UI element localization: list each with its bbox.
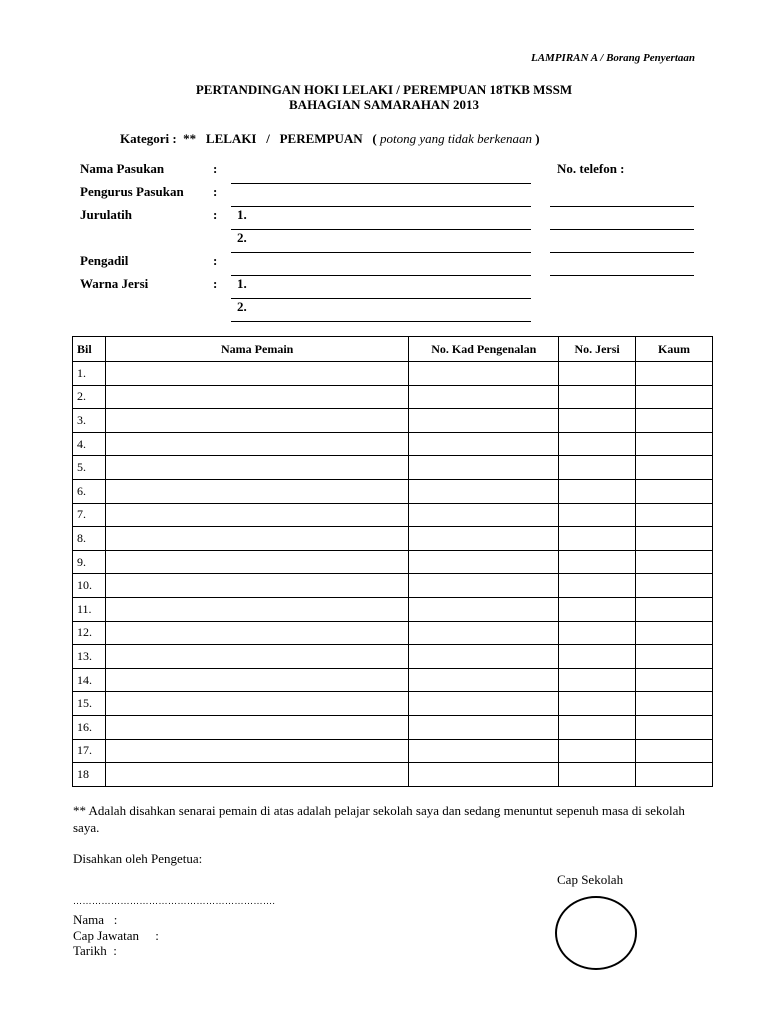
- disahkan-label: Disahkan oleh Pengetua:: [73, 851, 203, 866]
- kaum-cell[interactable]: [636, 503, 713, 527]
- row-bil: 5.: [73, 456, 106, 480]
- table-row: [73, 692, 713, 716]
- pengadil-line[interactable]: [231, 275, 531, 276]
- table-row: [73, 574, 713, 598]
- nama-pemain-cell[interactable]: [105, 645, 408, 669]
- colon: :: [213, 161, 218, 176]
- kad-pengenalan-cell[interactable]: [409, 715, 559, 739]
- nama-pemain-cell[interactable]: [105, 385, 408, 409]
- jurulatih-1-line[interactable]: [231, 229, 531, 230]
- telefon-line-1[interactable]: [550, 206, 694, 207]
- kad-pengenalan-cell[interactable]: [409, 456, 559, 480]
- kaum-cell[interactable]: [636, 597, 713, 621]
- header-nama-pemain: Nama Pemain: [105, 337, 408, 362]
- no-jersi-cell[interactable]: [559, 456, 636, 480]
- certification-note: ** Adalah disahkan senarai pemain di atas adalah pelajar sekolah saya dan sedang menuntut sepenuh masa di sekolah saya.: [73, 803, 685, 835]
- pengurus-pasukan-label: Pengurus Pasukan: [80, 184, 184, 199]
- kad-pengenalan-cell[interactable]: [409, 550, 559, 574]
- kad-pengenalan-cell[interactable]: [409, 668, 559, 692]
- row-bil: 11.: [73, 597, 106, 621]
- nama-pemain-cell[interactable]: [105, 432, 408, 456]
- kad-pengenalan-cell[interactable]: [409, 621, 559, 645]
- telefon-line-4[interactable]: [550, 275, 694, 276]
- nama-pemain-cell[interactable]: [105, 574, 408, 598]
- tarikh-label: Tarikh :: [73, 943, 117, 958]
- table-row: [73, 409, 713, 433]
- row-bil: 1.: [73, 362, 106, 386]
- row-bil: 4.: [73, 432, 106, 456]
- nama-pemain-cell[interactable]: [105, 527, 408, 551]
- kaum-cell[interactable]: [636, 668, 713, 692]
- no-jersi-cell[interactable]: [559, 409, 636, 433]
- nama-pemain-cell[interactable]: [105, 739, 408, 763]
- no-jersi-cell[interactable]: [559, 763, 636, 787]
- no-jersi-cell[interactable]: [559, 692, 636, 716]
- jurulatih-2-line[interactable]: [231, 252, 531, 253]
- school-stamp-circle: [555, 896, 637, 970]
- table-row: [73, 597, 713, 621]
- no-jersi-cell[interactable]: [559, 550, 636, 574]
- kad-pengenalan-cell[interactable]: [409, 763, 559, 787]
- kaum-cell[interactable]: [636, 692, 713, 716]
- kad-pengenalan-cell[interactable]: [409, 739, 559, 763]
- jurulatih-2-number: 2.: [237, 230, 247, 245]
- row-bil: 14.: [73, 668, 106, 692]
- kad-pengenalan-cell[interactable]: [409, 479, 559, 503]
- kad-pengenalan-cell[interactable]: [409, 385, 559, 409]
- table-row: [73, 362, 713, 386]
- kategori-label: Kategori : ** LELAKI / PEREMPUAN (: [120, 131, 380, 146]
- row-bil: 2.: [73, 385, 106, 409]
- table-header-row: [73, 337, 713, 362]
- no-jersi-cell[interactable]: [559, 432, 636, 456]
- kaum-cell[interactable]: [636, 550, 713, 574]
- no-jersi-cell[interactable]: [559, 574, 636, 598]
- nama-pemain-cell[interactable]: [105, 503, 408, 527]
- header-bil: Bil: [73, 337, 106, 362]
- table-row: [73, 456, 713, 480]
- kaum-cell[interactable]: [636, 409, 713, 433]
- row-bil: 18: [73, 763, 106, 787]
- telefon-label: No. telefon :: [557, 161, 625, 176]
- table-row: [73, 715, 713, 739]
- player-table: [72, 336, 713, 787]
- row-bil: 17.: [73, 739, 106, 763]
- colon: :: [213, 253, 218, 268]
- signature-dots: ……………………………………………………….: [73, 896, 276, 906]
- kaum-cell[interactable]: [636, 385, 713, 409]
- warna-jersi-1-number: 1.: [237, 276, 247, 291]
- telefon-line-3[interactable]: [550, 252, 694, 253]
- pengadil-label: Pengadil: [80, 253, 129, 268]
- nama-pemain-cell[interactable]: [105, 668, 408, 692]
- kad-pengenalan-cell[interactable]: [409, 692, 559, 716]
- kategori-note: potong yang tidak berkenaan: [379, 131, 532, 146]
- table-row: [73, 479, 713, 503]
- kaum-cell[interactable]: [636, 763, 713, 787]
- kaum-cell[interactable]: [636, 432, 713, 456]
- header-kaum: Kaum: [636, 337, 713, 362]
- no-jersi-cell[interactable]: [559, 645, 636, 669]
- pengurus-pasukan-line[interactable]: [231, 206, 531, 207]
- no-jersi-cell[interactable]: [559, 479, 636, 503]
- nama-pemain-cell[interactable]: [105, 479, 408, 503]
- row-bil: 12.: [73, 621, 106, 645]
- table-row: [73, 503, 713, 527]
- header-no-jersi: No. Jersi: [559, 337, 636, 362]
- kaum-cell[interactable]: [636, 739, 713, 763]
- kaum-cell[interactable]: [636, 479, 713, 503]
- nama-label: Nama :: [73, 912, 118, 927]
- nama-pemain-cell[interactable]: [105, 409, 408, 433]
- kad-pengenalan-cell[interactable]: [409, 503, 559, 527]
- table-row: [73, 621, 713, 645]
- colon: :: [213, 276, 218, 291]
- nama-pemain-cell[interactable]: [105, 597, 408, 621]
- kaum-cell[interactable]: [636, 621, 713, 645]
- telefon-line-2[interactable]: [550, 229, 694, 230]
- kad-pengenalan-cell[interactable]: [409, 362, 559, 386]
- table-row: [73, 432, 713, 456]
- cap-jawatan-label: Cap Jawatan :: [73, 928, 159, 943]
- kad-pengenalan-cell[interactable]: [409, 432, 559, 456]
- kaum-cell[interactable]: [636, 362, 713, 386]
- table-row: [73, 645, 713, 669]
- kaum-cell[interactable]: [636, 456, 713, 480]
- kad-pengenalan-cell[interactable]: [409, 597, 559, 621]
- header-kad-pengenalan: No. Kad Pengenalan: [409, 337, 559, 362]
- no-jersi-cell[interactable]: [559, 668, 636, 692]
- nama-pasukan-line[interactable]: [231, 183, 531, 184]
- form-title: PERTANDINGAN HOKI LELAKI / PEREMPUAN 18TKB MSSM: [195, 82, 573, 97]
- row-bil: 10.: [73, 574, 106, 598]
- table-row: [73, 763, 713, 787]
- colon: :: [213, 207, 218, 222]
- nama-pemain-cell[interactable]: [105, 362, 408, 386]
- nama-pemain-cell[interactable]: [105, 456, 408, 480]
- kategori-close: ): [531, 131, 540, 146]
- row-bil: 15.: [73, 692, 106, 716]
- kaum-cell[interactable]: [636, 645, 713, 669]
- row-bil: 6.: [73, 479, 106, 503]
- nama-pasukan-label: Nama Pasukan: [80, 161, 165, 176]
- no-jersi-cell[interactable]: [559, 385, 636, 409]
- no-jersi-cell[interactable]: [559, 503, 636, 527]
- kaum-cell[interactable]: [636, 715, 713, 739]
- cap-sekolah-label: Cap Sekolah: [557, 872, 624, 887]
- no-jersi-cell[interactable]: [559, 362, 636, 386]
- table-row: [73, 527, 713, 551]
- warna-jersi-2-line[interactable]: [231, 321, 531, 322]
- row-bil: 16.: [73, 715, 106, 739]
- kategori-line: [120, 131, 540, 147]
- row-bil: 7.: [73, 503, 106, 527]
- kaum-cell[interactable]: [636, 527, 713, 551]
- nama-pemain-cell[interactable]: [105, 692, 408, 716]
- lampiran-label: LAMPIRAN A / Borang Penyertaan: [530, 52, 695, 64]
- row-bil: 3.: [73, 409, 106, 433]
- table-row: [73, 668, 713, 692]
- jurulatih-1-number: 1.: [237, 207, 247, 222]
- row-bil: 9.: [73, 550, 106, 574]
- jurulatih-label: Jurulatih: [80, 207, 133, 222]
- kad-pengenalan-cell[interactable]: [409, 409, 559, 433]
- row-bil: 13.: [73, 645, 106, 669]
- nama-pemain-cell[interactable]: [105, 550, 408, 574]
- nama-pemain-cell[interactable]: [105, 621, 408, 645]
- warna-jersi-2-number: 2.: [237, 299, 247, 314]
- no-jersi-cell[interactable]: [559, 527, 636, 551]
- kad-pengenalan-cell[interactable]: [409, 645, 559, 669]
- warna-jersi-label: Warna Jersi: [80, 276, 149, 291]
- kad-pengenalan-cell[interactable]: [409, 527, 559, 551]
- table-row: [73, 739, 713, 763]
- warna-jersi-1-line[interactable]: [231, 298, 531, 299]
- no-jersi-cell[interactable]: [559, 739, 636, 763]
- kad-pengenalan-cell[interactable]: [409, 574, 559, 598]
- no-jersi-cell[interactable]: [559, 715, 636, 739]
- table-row: [73, 550, 713, 574]
- nama-pemain-cell[interactable]: [105, 715, 408, 739]
- form-subtitle: BAHAGIAN SAMARAHAN 2013: [289, 97, 479, 112]
- colon: :: [213, 184, 218, 199]
- nama-pemain-cell[interactable]: [105, 763, 408, 787]
- no-jersi-cell[interactable]: [559, 621, 636, 645]
- kaum-cell[interactable]: [636, 574, 713, 598]
- no-jersi-cell[interactable]: [559, 597, 636, 621]
- row-bil: 8.: [73, 527, 106, 551]
- table-row: [73, 385, 713, 409]
